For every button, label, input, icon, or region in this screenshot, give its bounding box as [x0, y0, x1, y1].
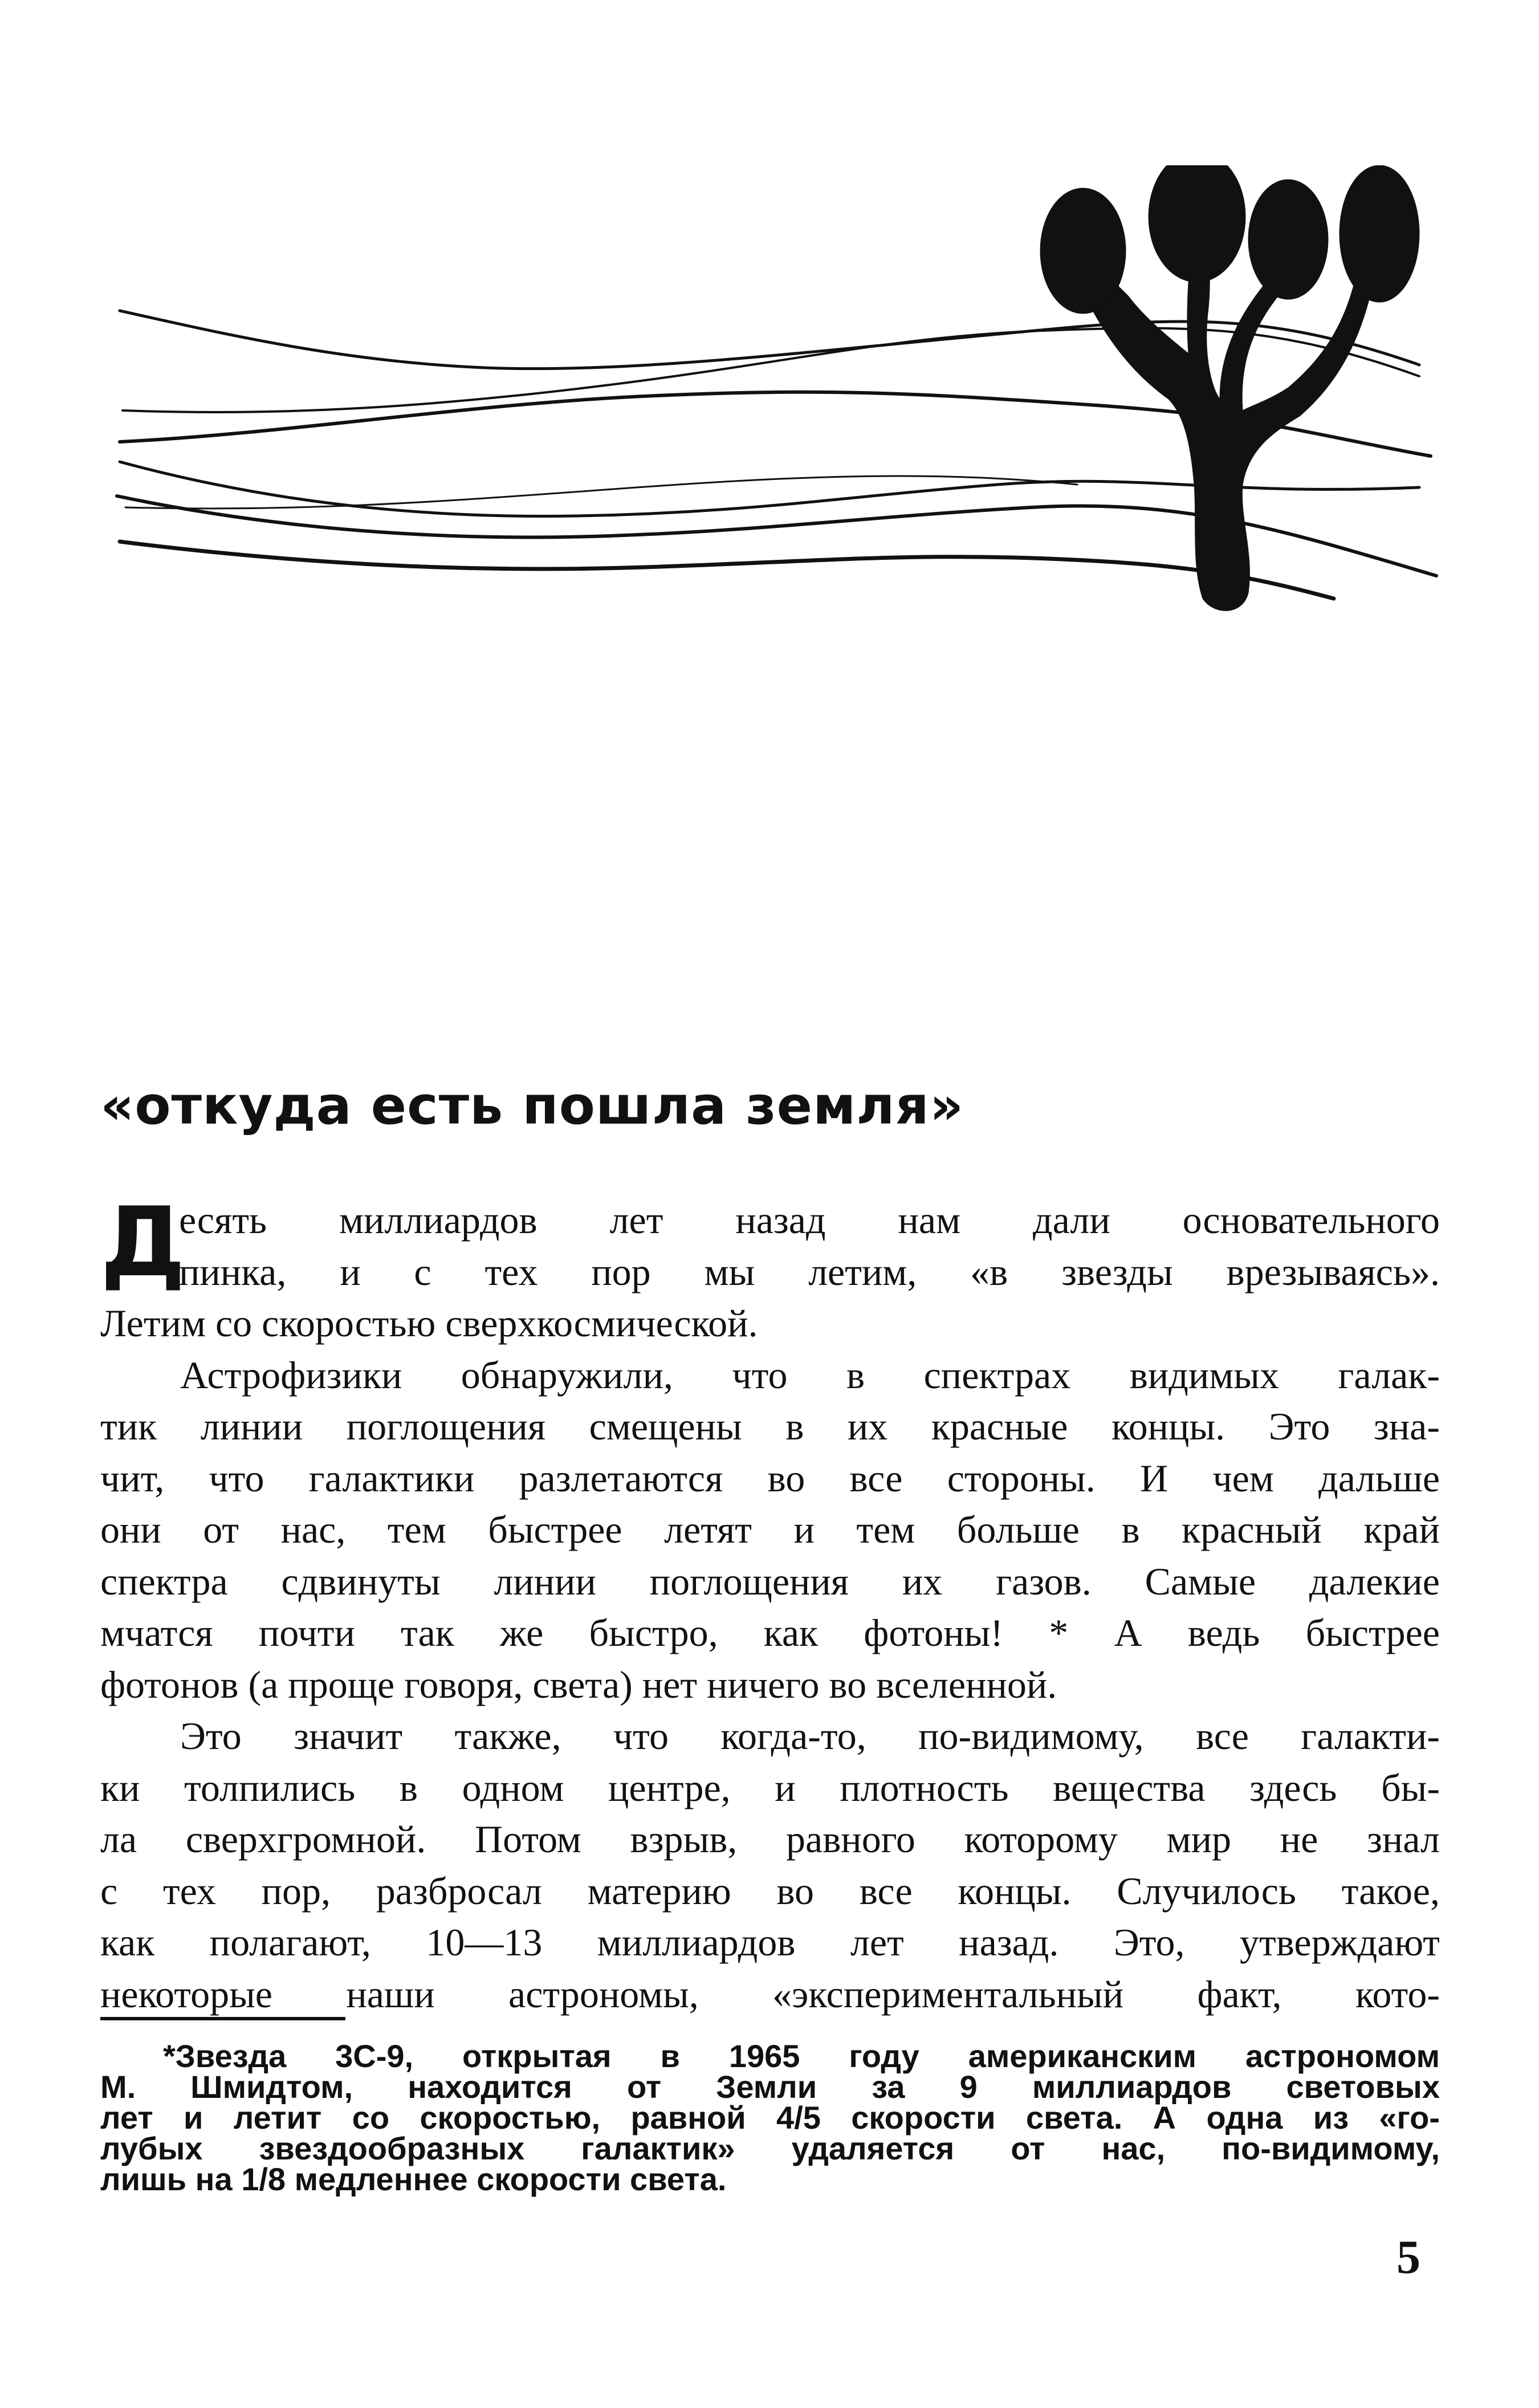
paragraph-1 — [100, 1186, 1440, 1298]
text-line: спектра сдвинуты линии поглощения их газов. Самые далекие — [100, 1559, 1440, 1603]
text-line: фотонов (а проще говоря, света) нет ничего во вселенной. — [100, 1662, 1057, 1706]
footnote — [100, 2038, 1440, 2197]
text-line: как полагают, 10—13 миллиардов лет назад. Это, утверждают — [100, 1921, 1440, 1964]
wave-line — [125, 476, 1077, 509]
trident-bulb-center — [1149, 165, 1245, 282]
footnote-divider — [100, 2017, 345, 2020]
text-line: Астрофизики обнаружили, что в спектрах видимых галак- — [180, 1353, 1440, 1397]
drop-cap: Д — [100, 1186, 186, 1298]
paragraph-3 — [100, 1710, 1440, 2020]
text-line: пинка, и с тех пор мы летим, «в звезды врезываясь». — [179, 1250, 1440, 1294]
text-line: ки толпились в одном центре, и плотность вещества здесь бы- — [100, 1766, 1440, 1809]
trident-bulb-right — [1339, 165, 1419, 302]
trident-bulb-center-right — [1248, 180, 1328, 299]
text-line: мчатся почти так же быстро, как фотоны! * А ведь быстрее — [100, 1611, 1440, 1654]
text-line: есять миллиардов лет назад нам дали основательного — [179, 1198, 1440, 1242]
footnote-line: лишь на 1/8 медленнее скорости света. — [100, 2161, 727, 2197]
trident-stem — [1077, 245, 1374, 611]
text-line: они от нас, тем быстрее летят и тем больше в красный край — [100, 1508, 1440, 1551]
footnote-line: *Звезда 3С-9, открытая в 1965 году американским астрономом — [163, 2038, 1440, 2074]
chapter-title: «откуда есть пошла земля» — [100, 1075, 964, 1136]
trident-figure — [1040, 165, 1419, 611]
paragraph-1-end — [100, 1297, 1440, 1349]
text-line: Это значит также, что когда-то, по-видимому, все галакти- — [180, 1714, 1440, 1758]
footnote-line: лет и летит со скоростью, равной 4/5 скорости света. А одна из «го- — [100, 2100, 1440, 2136]
body-text — [100, 1186, 1440, 2020]
footnote-line: лубых звездообразных галактик» удаляется от нас, по-видимому, — [100, 2130, 1440, 2166]
wave-line — [120, 542, 1334, 599]
text-line: некоторые наши астрономы, «экспериментальный факт, кото- — [100, 1972, 1440, 2016]
page-number: 5 — [1396, 2231, 1420, 2284]
text-line: с тех пор, разбросал материю во все концы. Случилось такое, — [100, 1869, 1440, 1913]
text-line: чит, что галактики разлетаются во все стороны. И чем дальше — [100, 1456, 1440, 1500]
text-line: тик линии поглощения смещены в их красные концы. Это зна- — [100, 1405, 1440, 1448]
decorative-illustration — [108, 165, 1453, 621]
trident-bulb-left — [1040, 188, 1126, 314]
text-line: ла сверхгромной. Потом взрыв, равного которому мир не знал — [100, 1817, 1440, 1861]
paragraph-2 — [100, 1349, 1440, 1711]
text-line: Летим со скоростью сверхкосмической. — [100, 1301, 758, 1345]
footnote-line: М. Шмидтом, находится от Земли за 9 миллиардов световых — [100, 2069, 1440, 2105]
